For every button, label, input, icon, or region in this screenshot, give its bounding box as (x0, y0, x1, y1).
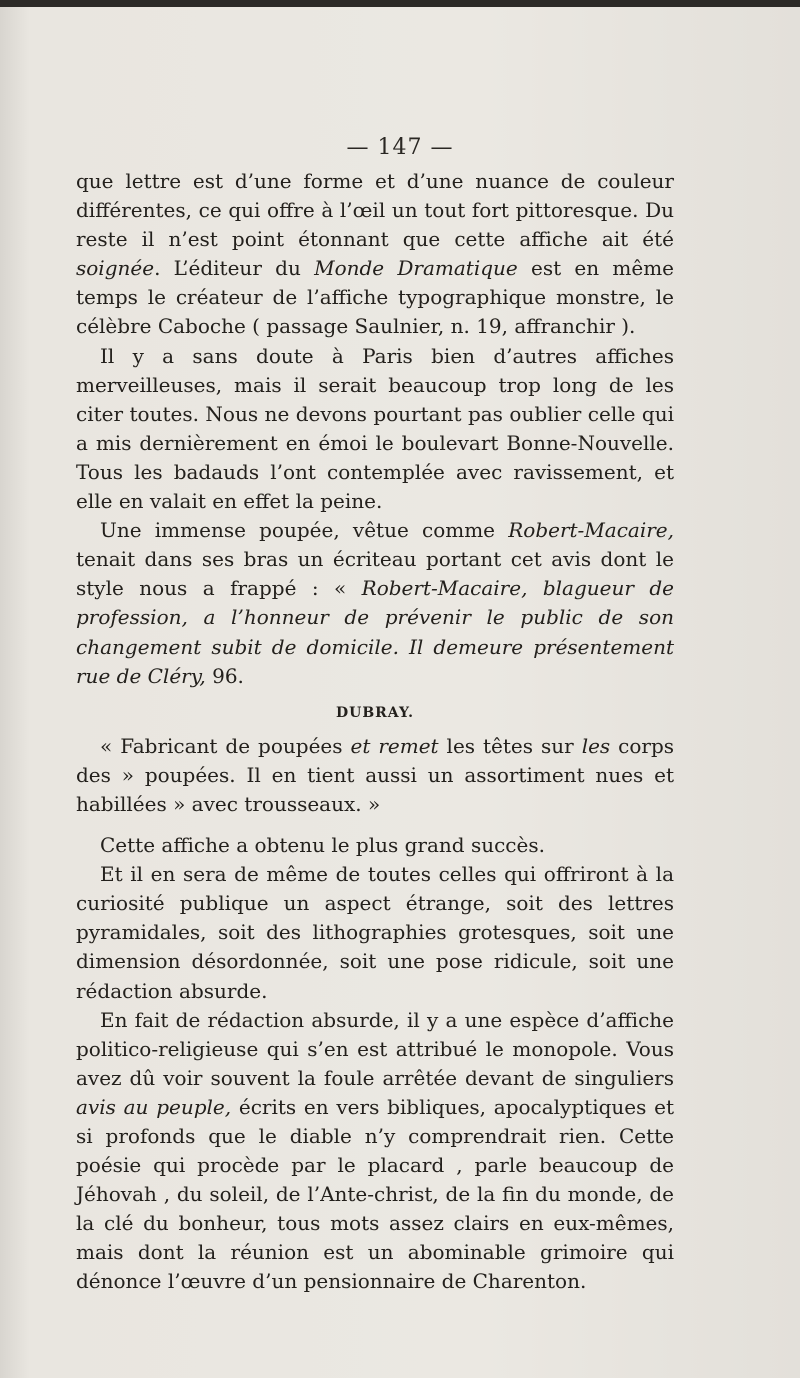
paragraph (76, 516, 674, 691)
text-run: . L’éditeur du (154, 256, 315, 281)
italic-run: Robert-Macaire, (508, 518, 674, 543)
italic-run: Monde Dramatique (314, 256, 518, 281)
text-run: que lettre est d’une forme et d’une nuance de couleur différentes, ce qui offre à l’œil un tout fort pittoresque. Du reste il n’est point étonnant que cette affiche ait été (76, 169, 674, 252)
scan-top-edge (0, 0, 800, 7)
text-run: Cette affiche a obtenu le plus grand succès. (100, 833, 545, 858)
text-run: « Fabricant de poupées (100, 733, 351, 758)
quote-paragraph (76, 732, 674, 819)
paragraph (76, 831, 674, 860)
italic-run: soignée (76, 256, 155, 281)
text-run: En fait de rédaction absurde, il y a une espèce d’affiche politico-religieuse qui s’en est attribué le monopole. Vous avez dû voir souvent la foule arrêtée devant de singuliers (76, 1007, 674, 1090)
text-run: écrits en vers bibliques, apocalyptiques et si profonds que le diable n’y comprendrait rien. Cette poésie qui procède par le placard , parle beaucoup de Jéhovah , du soleil, de l’Ante-christ, de la fin du monde, de la clé du bonheur, tous mots assez clairs en eux-mêmes, mais dont la réunion est un abominable grimoire qui dénonce l’œuvre d’un pensionnaire de Charenton. (76, 1094, 674, 1294)
text-run: Et il en sera de même de toutes celles qui offriront à la curiosité publique un aspect étrange, soit des lettres pyramidales, soit des lithographies grotesques, soit une dimension désordonnée, soit une pose ridicule, soit une rédaction absurde. (76, 862, 674, 1003)
italic-run: avis au peuple, (76, 1094, 232, 1119)
italic-run: et remet (350, 733, 439, 758)
paragraph (76, 1006, 674, 1297)
text-run: Une immense poupée, vêtue comme (100, 518, 509, 543)
paragraph (76, 167, 674, 342)
text-run: tenait dans ses bras un écriteau portant cet avis dont le style nous a frappé : « (76, 547, 674, 601)
page-text (76, 167, 674, 1297)
paragraph (76, 860, 674, 1005)
text-run: Il y a sans doute à Paris bien d’autres affiches merveilleuses, mais il serait beaucoup trop long de les citer toutes. Nous ne devons pourtant pas oublier celle qui a mis dernièrement en émoi le boulevart Bonne-Nouvelle. Tous les badauds l’ont contemplée avec ravissement, et elle en valait en effet la peine. (76, 343, 674, 514)
italic-run: Robert-Macaire, blagueur de profession, a l’honneur de prévenir le public de son changement subit de domicile. Il demeure présentement rue de Cléry, (76, 576, 674, 688)
text-run: est en même temps le créateur de l’affiche typographique monstre, le célèbre Caboche ( passage Saulnier, n. 19, affranchir ). (76, 256, 675, 339)
text-run: corps des » poupées. Il en tient aussi un assortiment nues et habillées » avec trousseaux. » (76, 733, 675, 816)
text-run: 96. (205, 663, 244, 688)
text-run: les têtes sur (438, 733, 582, 758)
italic-run: les (581, 733, 611, 758)
book-page (0, 7, 800, 1378)
signature: DUBRAY. (335, 704, 415, 721)
page-number: — 147 — (346, 135, 454, 160)
paragraph (76, 342, 674, 517)
